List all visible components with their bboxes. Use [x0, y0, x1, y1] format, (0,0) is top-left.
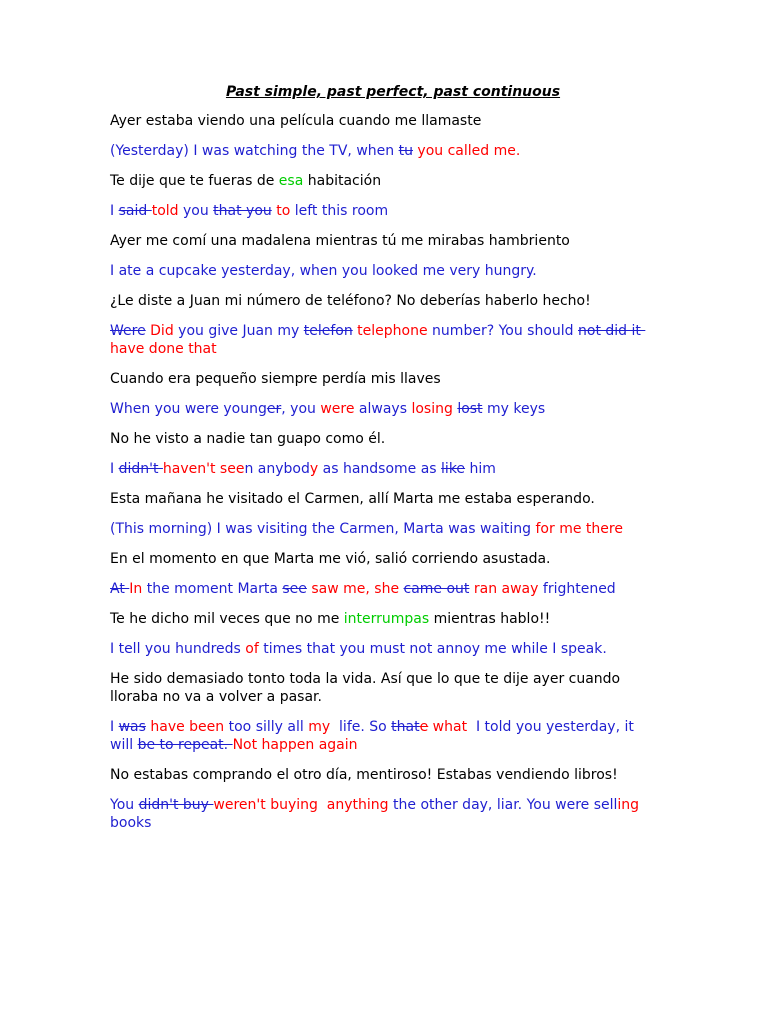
- correction-text: told: [151, 203, 179, 219]
- spanish-sentence: [110, 766, 670, 784]
- sentence-text: always: [354, 401, 412, 417]
- sentence-text: books: [110, 815, 152, 831]
- struck-text: telefon: [303, 323, 353, 339]
- english-translation: [110, 400, 670, 418]
- exercise-lines: [110, 112, 670, 832]
- sentence-text: You: [110, 797, 139, 813]
- correction-text: weren't buying anything: [213, 797, 389, 813]
- sentence-text: left this room: [290, 203, 389, 219]
- correction-text: to: [271, 203, 291, 219]
- sentence-text: I: [110, 719, 119, 735]
- spanish-sentence: [110, 490, 670, 508]
- spanish-sentence: [110, 550, 670, 568]
- correction-text: telephone: [352, 323, 428, 339]
- sentence-text: too silly all: [224, 719, 309, 735]
- sentence-text: No estabas comprando el otro día, mentiroso! Estabas vendiendo libros!: [110, 767, 618, 783]
- highlight-text: interrumpas: [343, 611, 430, 627]
- sentence-text: I told you yesterday, it will: [110, 719, 634, 753]
- sentence-text: life. So: [330, 719, 392, 735]
- english-translation: [110, 322, 670, 358]
- struck-text: lost: [457, 401, 483, 417]
- sentence-text: Cuando era pequeño siempre perdía mis llaves: [110, 371, 441, 387]
- struck-text: tu: [398, 143, 413, 159]
- struck-text: didn't: [118, 461, 163, 477]
- correction-text: have done that: [110, 341, 217, 357]
- struck-text: e: [419, 719, 429, 735]
- struck-text: Were: [110, 323, 146, 339]
- correction-text: ran away: [469, 581, 539, 597]
- english-translation: [110, 718, 670, 754]
- correction-text: were: [320, 401, 355, 417]
- correction-text: y: [309, 461, 319, 477]
- struck-text: that: [391, 719, 420, 735]
- english-translation: [110, 460, 670, 478]
- struck-text: not did it: [578, 323, 646, 339]
- correction-text: saw me, she: [306, 581, 404, 597]
- struck-text: er: [266, 401, 282, 417]
- sentence-text: ¿Le diste a Juan mi número de teléfono? No deberías haberlo hecho!: [110, 293, 591, 309]
- correction-text: you called me.: [412, 143, 521, 159]
- struck-text: came out: [403, 581, 470, 597]
- struck-text: like: [441, 461, 466, 477]
- sentence-text: the other day, liar. You were sell: [388, 797, 618, 813]
- sentence-text: (This morning) I was visiting the Carmen, Marta was waiting: [110, 521, 536, 537]
- correction-text: Not happen again: [232, 737, 358, 753]
- sentence-text: When you were young: [110, 401, 267, 417]
- english-translation: [110, 142, 670, 160]
- correction-text: In: [129, 581, 143, 597]
- sentence-text: times that you must not annoy me while I speak.: [258, 641, 607, 657]
- sentence-text: as handsome as: [318, 461, 442, 477]
- correction-text: for me there: [535, 521, 623, 537]
- sentence-text: (Yesterday) I was watching the TV, when: [110, 143, 399, 159]
- correction-text: haven't see: [162, 461, 245, 477]
- correction-text: of: [245, 641, 259, 657]
- struck-text: said: [118, 203, 152, 219]
- english-translation: [110, 262, 670, 280]
- sentence-text: I ate a cupcake yesterday, when you looked me very hungry.: [110, 263, 537, 279]
- sentence-text: Te dije que te fueras de: [110, 173, 279, 189]
- sentence-text: I: [110, 203, 119, 219]
- sentence-text: you: [178, 203, 214, 219]
- sentence-text: habitación: [303, 173, 382, 189]
- struck-text: At: [110, 581, 130, 597]
- correction-text: have been: [145, 719, 225, 735]
- sentence-text: frightened: [538, 581, 616, 597]
- sentence-text: Ayer me comí una madalena mientras tú me mirabas hambriento: [110, 233, 570, 249]
- struck-text: was: [118, 719, 146, 735]
- english-translation: [110, 202, 670, 220]
- sentence-text: you give Juan my: [173, 323, 304, 339]
- sentence-text: n: [244, 461, 254, 477]
- correction-text: my: [308, 719, 331, 735]
- sentence-text: him: [465, 461, 496, 477]
- spanish-sentence: [110, 370, 670, 388]
- struck-text: see: [282, 581, 307, 597]
- sentence-text: I tell you hundreds: [110, 641, 246, 657]
- spanish-sentence: [110, 610, 670, 628]
- english-translation: [110, 640, 670, 658]
- sentence-text: mientras hablo!!: [429, 611, 551, 627]
- sentence-text: En el momento en que Marta me vió, salió corriendo asustada.: [110, 551, 551, 567]
- spanish-sentence: [110, 292, 670, 310]
- correction-text: what: [428, 719, 468, 735]
- sentence-text: Te he dicho mil veces que no me: [110, 611, 344, 627]
- sentence-text: my keys: [482, 401, 546, 417]
- spanish-sentence: [110, 670, 670, 706]
- sentence-text: He sido demasiado tonto toda la vida. Así que lo que te dije ayer cuando lloraba no va a volver a pasar.: [110, 671, 621, 705]
- sentence-text: Ayer estaba viendo una película cuando me llamaste: [110, 113, 482, 129]
- spanish-sentence: [110, 232, 670, 250]
- sentence-text: I: [110, 461, 119, 477]
- spanish-sentence: [110, 172, 670, 190]
- english-translation: [110, 580, 670, 598]
- struck-text: didn't buy: [138, 797, 214, 813]
- sentence-text: Esta mañana he visitado el Carmen, allí Marta me estaba esperando.: [110, 491, 595, 507]
- spanish-sentence: [110, 430, 670, 448]
- document-page: [110, 84, 670, 844]
- correction-text: Did: [145, 323, 174, 339]
- sentence-text: number? You should: [427, 323, 578, 339]
- sentence-text: the moment Marta: [142, 581, 283, 597]
- sentence-text: No he visto a nadie tan guapo como él.: [110, 431, 386, 447]
- sentence-text: , you: [281, 401, 321, 417]
- spanish-sentence: [110, 112, 670, 130]
- correction-text: ing: [617, 797, 640, 813]
- sentence-text: anybod: [253, 461, 310, 477]
- highlight-text: esa: [278, 173, 304, 189]
- struck-text: be to repeat.: [137, 737, 233, 753]
- english-translation: [110, 796, 670, 832]
- struck-text: that you: [213, 203, 272, 219]
- correction-text: losing: [411, 401, 453, 417]
- document-title: Past simple, past perfect, past continuous: [225, 84, 561, 100]
- english-translation: [110, 520, 670, 538]
